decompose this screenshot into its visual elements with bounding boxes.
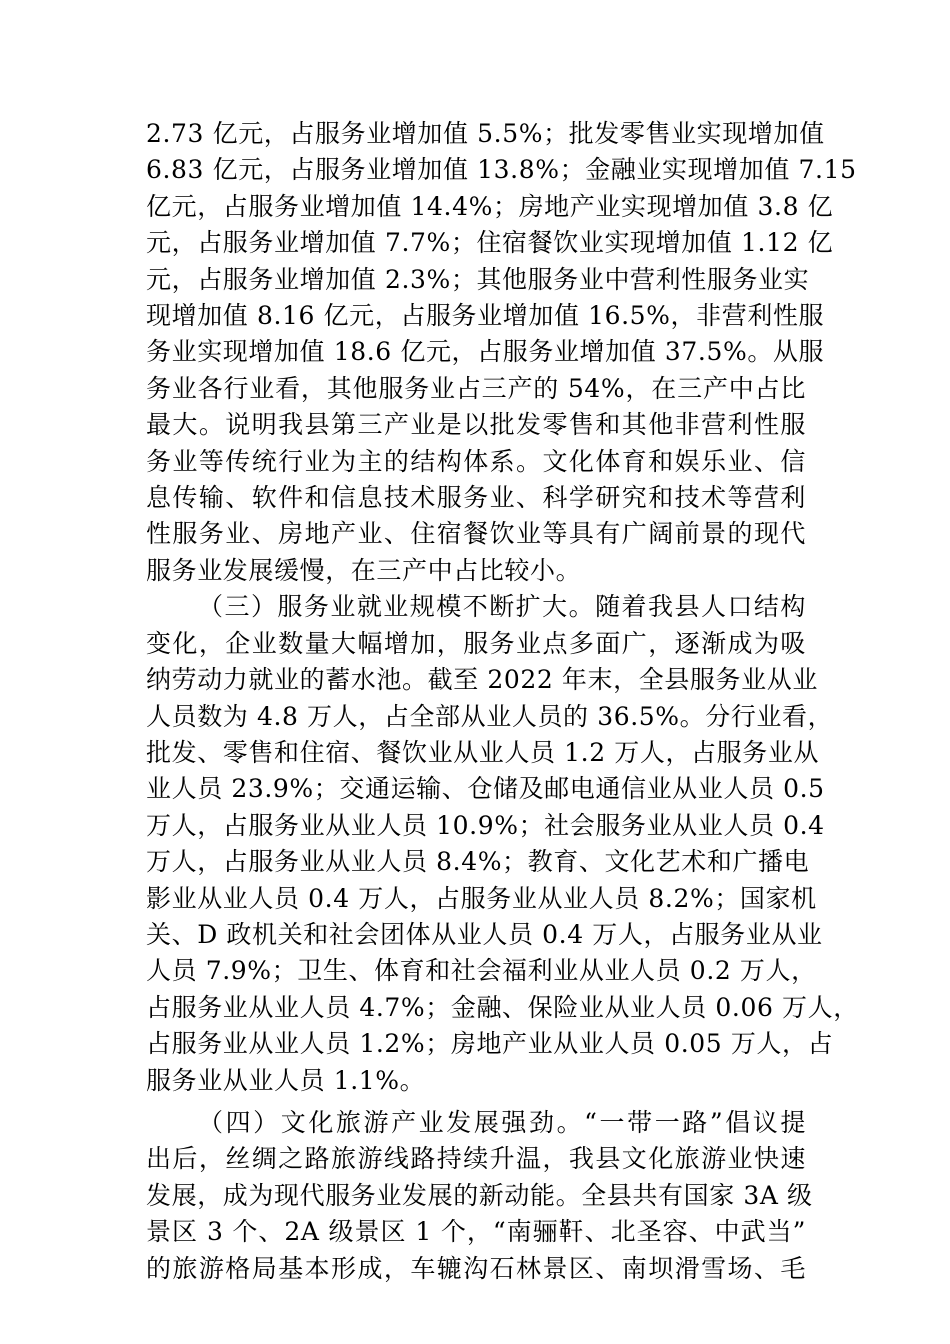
paragraph-culture-tourism [146, 1105, 813, 1287]
text-line: 元，占服务业增加值 2.3%；其他服务业中营利性服务业实 [146, 264, 810, 294]
paragraph-service-value-added [146, 116, 857, 589]
text-line: 占服务业从业人员 4.7%；金融、保险业从业人员 0.06 万人， [146, 992, 859, 1022]
text-line: 的旅游格局基本形成，车辘沟石林景区、南坝滑雪场、毛 [146, 1253, 806, 1283]
text-line: 元，占服务业增加值 7.7%；住宿餐饮业实现增加值 1.12 亿 [146, 228, 834, 258]
text-line: 人员 7.9%；卫生、体育和社会福利业从业人员 0.2 万人， [146, 956, 817, 986]
text-line: 最大。说明我县第三产业是以批发零售和其他非营利性服 [146, 410, 806, 440]
text-line: 服务业从业人员 1.1%。 [146, 1065, 426, 1095]
text-line: 服务业发展缓慢，在三产中占比较小。 [146, 555, 582, 585]
text-line: 人员数为 4.8 万人，占全部从业人员的 36.5%。分行业看， [146, 701, 834, 731]
text-line: 万人，占服务业从业人员 10.9%；社会服务业从业人员 0.4 [146, 810, 825, 840]
body-text [146, 116, 859, 1287]
text-line: 万人，占服务业从业人员 8.4%；教育、文化艺术和广播电 [146, 847, 810, 877]
text-line: 发展，成为现代服务业发展的新动能。全县共有国家 3A 级 [146, 1180, 813, 1210]
text-line: 性服务业、房地产业、住宿餐饮业等具有广阔前景的现代 [146, 519, 806, 549]
text-line: 纳劳动力就业的蓄水池。截至 2022 年末，全县服务业从业 [146, 665, 818, 695]
text-line: 亿元，占服务业增加值 14.4%；房地产业实现增加值 3.8 亿 [146, 191, 834, 221]
text-line: 务业各行业看，其他服务业占三产的 54%，在三产中占比 [146, 373, 806, 403]
text-line: 变化，企业数量大幅增加，服务业点多面广，逐渐成为吸 [146, 628, 806, 658]
text-line: 务业等传统行业为主的结构体系。文化体育和娱乐业、信 [146, 446, 806, 476]
text-line: 现增加值 8.16 亿元，占服务业增加值 16.5%，非营利性服 [146, 301, 825, 331]
text-line: 业人员 23.9%；交通运输、仓储及邮电通信业从业人员 0.5 [146, 774, 825, 804]
text-line: 6.83 亿元，占服务业增加值 13.8%；金融业实现增加值 7.15 [146, 155, 857, 185]
text-line: 关、D 政机关和社会团体从业人员 0.4 万人，占服务业从业 [146, 919, 823, 949]
text-line: 息传输、软件和信息技术服务业、科学研究和技术等营利 [146, 483, 806, 513]
text-line: 出后，丝绸之路旅游线路持续升温，我县文化旅游业快速 [146, 1144, 806, 1174]
text-line: 影业从业人员 0.4 万人，占服务业从业人员 8.2%；国家机 [146, 883, 817, 913]
section-heading-line: （四）文化旅游产业发展强劲。“一带一路”倡议提 [198, 1107, 806, 1137]
text-line: 务业实现增加值 18.6 亿元，占服务业增加值 37.5%。从服 [146, 337, 825, 367]
section-heading-line: （三）服务业就业规模不断扩大。随着我县人口结构 [198, 592, 806, 622]
text-line: 批发、零售和住宿、餐饮业从业人员 1.2 万人，占服务业从 [146, 737, 820, 767]
text-line: 占服务业从业人员 1.2%；房地产业从业人员 0.05 万人，占 [146, 1029, 834, 1059]
text-line: 2.73 亿元，占服务业增加值 5.5%；批发零售业实现增加值 [146, 119, 825, 148]
paragraph-service-employment [146, 589, 859, 1099]
text-line: 景区 3 个、2A 级景区 1 个，“南骊靬、北圣容、中武当” [146, 1217, 806, 1247]
